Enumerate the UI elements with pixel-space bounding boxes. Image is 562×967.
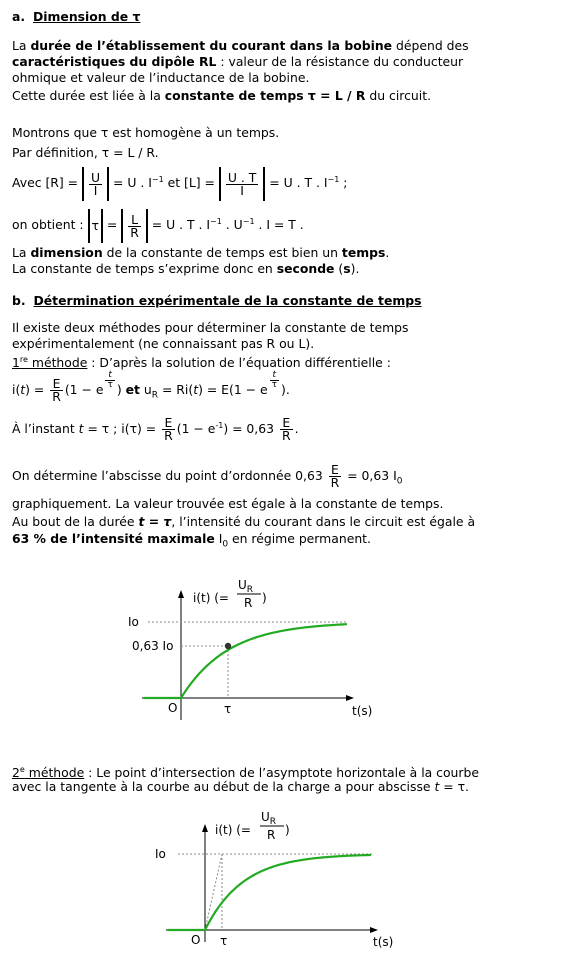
method-2-label: 2e méthode : Le point d’intersection de l’asymptote horizontale à la courbe <box>12 765 479 781</box>
tangent-line <box>205 854 222 930</box>
paragraph-line: 63 % de l’intensité maximale $I_0$ en régime permanent. <box>12 531 371 550</box>
bracket: τ <box>88 209 103 243</box>
paragraph-line: Il existe deux méthodes pour déterminer la constante de temps <box>12 320 409 335</box>
paragraph-line: expérimentalement (ne connaissant pas R ou L). <box>12 336 315 351</box>
tau-label: τ <box>224 702 232 716</box>
section-letter: b. <box>12 293 26 308</box>
y-axis-label: i(t) (= <box>193 591 229 605</box>
charge-curve <box>144 624 347 698</box>
y-label-frac-num: $U_R$ <box>238 578 254 595</box>
paragraph-line: ohmique et valeur de l’inductance de la bobine. <box>12 70 310 85</box>
bracket: $\frac{L}{R}$ <box>121 209 148 243</box>
io-label: Io <box>128 615 139 629</box>
y-label-frac-den: R <box>244 596 253 610</box>
y-label-close: ) <box>262 591 267 605</box>
paragraph-line: La durée de l’établissement du courant dans la bobine dépend des <box>12 38 469 53</box>
x-axis-arrow <box>370 927 378 933</box>
io-label: Io <box>155 847 166 861</box>
equation-instant: À l’instant t = τ ; i(τ) = $\frac{E}{R}$ $(1 - e^{-1}) = 0,63$ $\frac{E}{R}$ . <box>12 415 299 444</box>
section-title: Détermination expérimentale de la constante de temps <box>33 293 422 308</box>
y-label-frac-num: $U_R$ <box>261 810 277 827</box>
bracket: $\frac{U . T}{I}$ <box>219 167 265 201</box>
y-axis-arrow <box>178 590 184 598</box>
equation-current: i(t) = $\frac{E}{R}$ (1 − e $^{\frac{t}{\tau}}$ ) et $u_R = Ri(t) = E(1 - e$ $^{\frac{t}{\tau}}$ ). <box>12 370 290 405</box>
tau-label: τ <box>220 934 228 948</box>
section-letter: a. <box>12 9 26 24</box>
origin-label: O <box>191 933 201 947</box>
y-label-frac-den: R <box>267 828 276 842</box>
section-b-heading <box>12 293 422 308</box>
bracket: $\frac{U}{I}$ <box>82 167 109 201</box>
method-1-label: 1re méthode : D’après la solution de l’équation différentielle : <box>12 355 391 371</box>
x-axis-label: t(s) <box>373 935 394 949</box>
io63-label: 0,63 Io <box>132 639 174 653</box>
paragraph-line: La constante de temps s’exprime donc en seconde (s). <box>12 261 360 276</box>
paragraph-line: La dimension de la constante de temps est bien un temps. <box>12 245 390 260</box>
paragraph-line: graphiquement. La valeur trouvée est égale à la constante de temps. <box>12 496 444 511</box>
paragraph-line: On détermine l’abscisse du point d’ordonnée 0,63 $\frac{E}{R}$ = 0,63 $I_0$ <box>12 462 403 490</box>
y-axis-arrow <box>202 824 208 832</box>
equation-r-l: Avec [R] = $\frac{U}{I}$ = U . $I^{-1}$ et [L] = $\frac{U . T}{I}$ = U . T . $I^{-1}$ ; <box>12 163 347 201</box>
charge-curve <box>168 855 371 930</box>
paragraph-line: Par définition, τ = L / R. <box>12 145 159 160</box>
paragraph-line: avec la tangente à la courbe au début de la charge a pour abscisse t = τ. <box>12 779 469 794</box>
graph-method-1 <box>120 572 390 722</box>
x-axis-arrow <box>346 695 354 701</box>
tau-point <box>225 643 231 649</box>
y-label-close: ) <box>285 823 290 837</box>
paragraph-line: Cette durée est liée à la constante de temps τ = L / R du circuit. <box>12 88 432 103</box>
origin-label: O <box>168 701 178 715</box>
graph-method-2 <box>140 808 410 958</box>
paragraph-line: Montrons que τ est homogène à un temps. <box>12 125 280 140</box>
section-a-heading <box>12 9 140 24</box>
section-title: Dimension de τ <box>32 9 141 24</box>
equation-tau: on obtient : τ = $\frac{L}{R}$ = U . T . $I^{-1}$ . $U^{-1}$ . I = T . <box>12 205 304 243</box>
paragraph-line: caractéristiques du dipôle RL : valeur de la résistance du conducteur <box>12 54 464 69</box>
paragraph-line: Au bout de la durée t = τ, l’intensité du courant dans le circuit est égale à <box>12 514 476 529</box>
x-axis-label: t(s) <box>352 704 373 718</box>
y-axis-label: i(t) (= <box>215 823 251 837</box>
